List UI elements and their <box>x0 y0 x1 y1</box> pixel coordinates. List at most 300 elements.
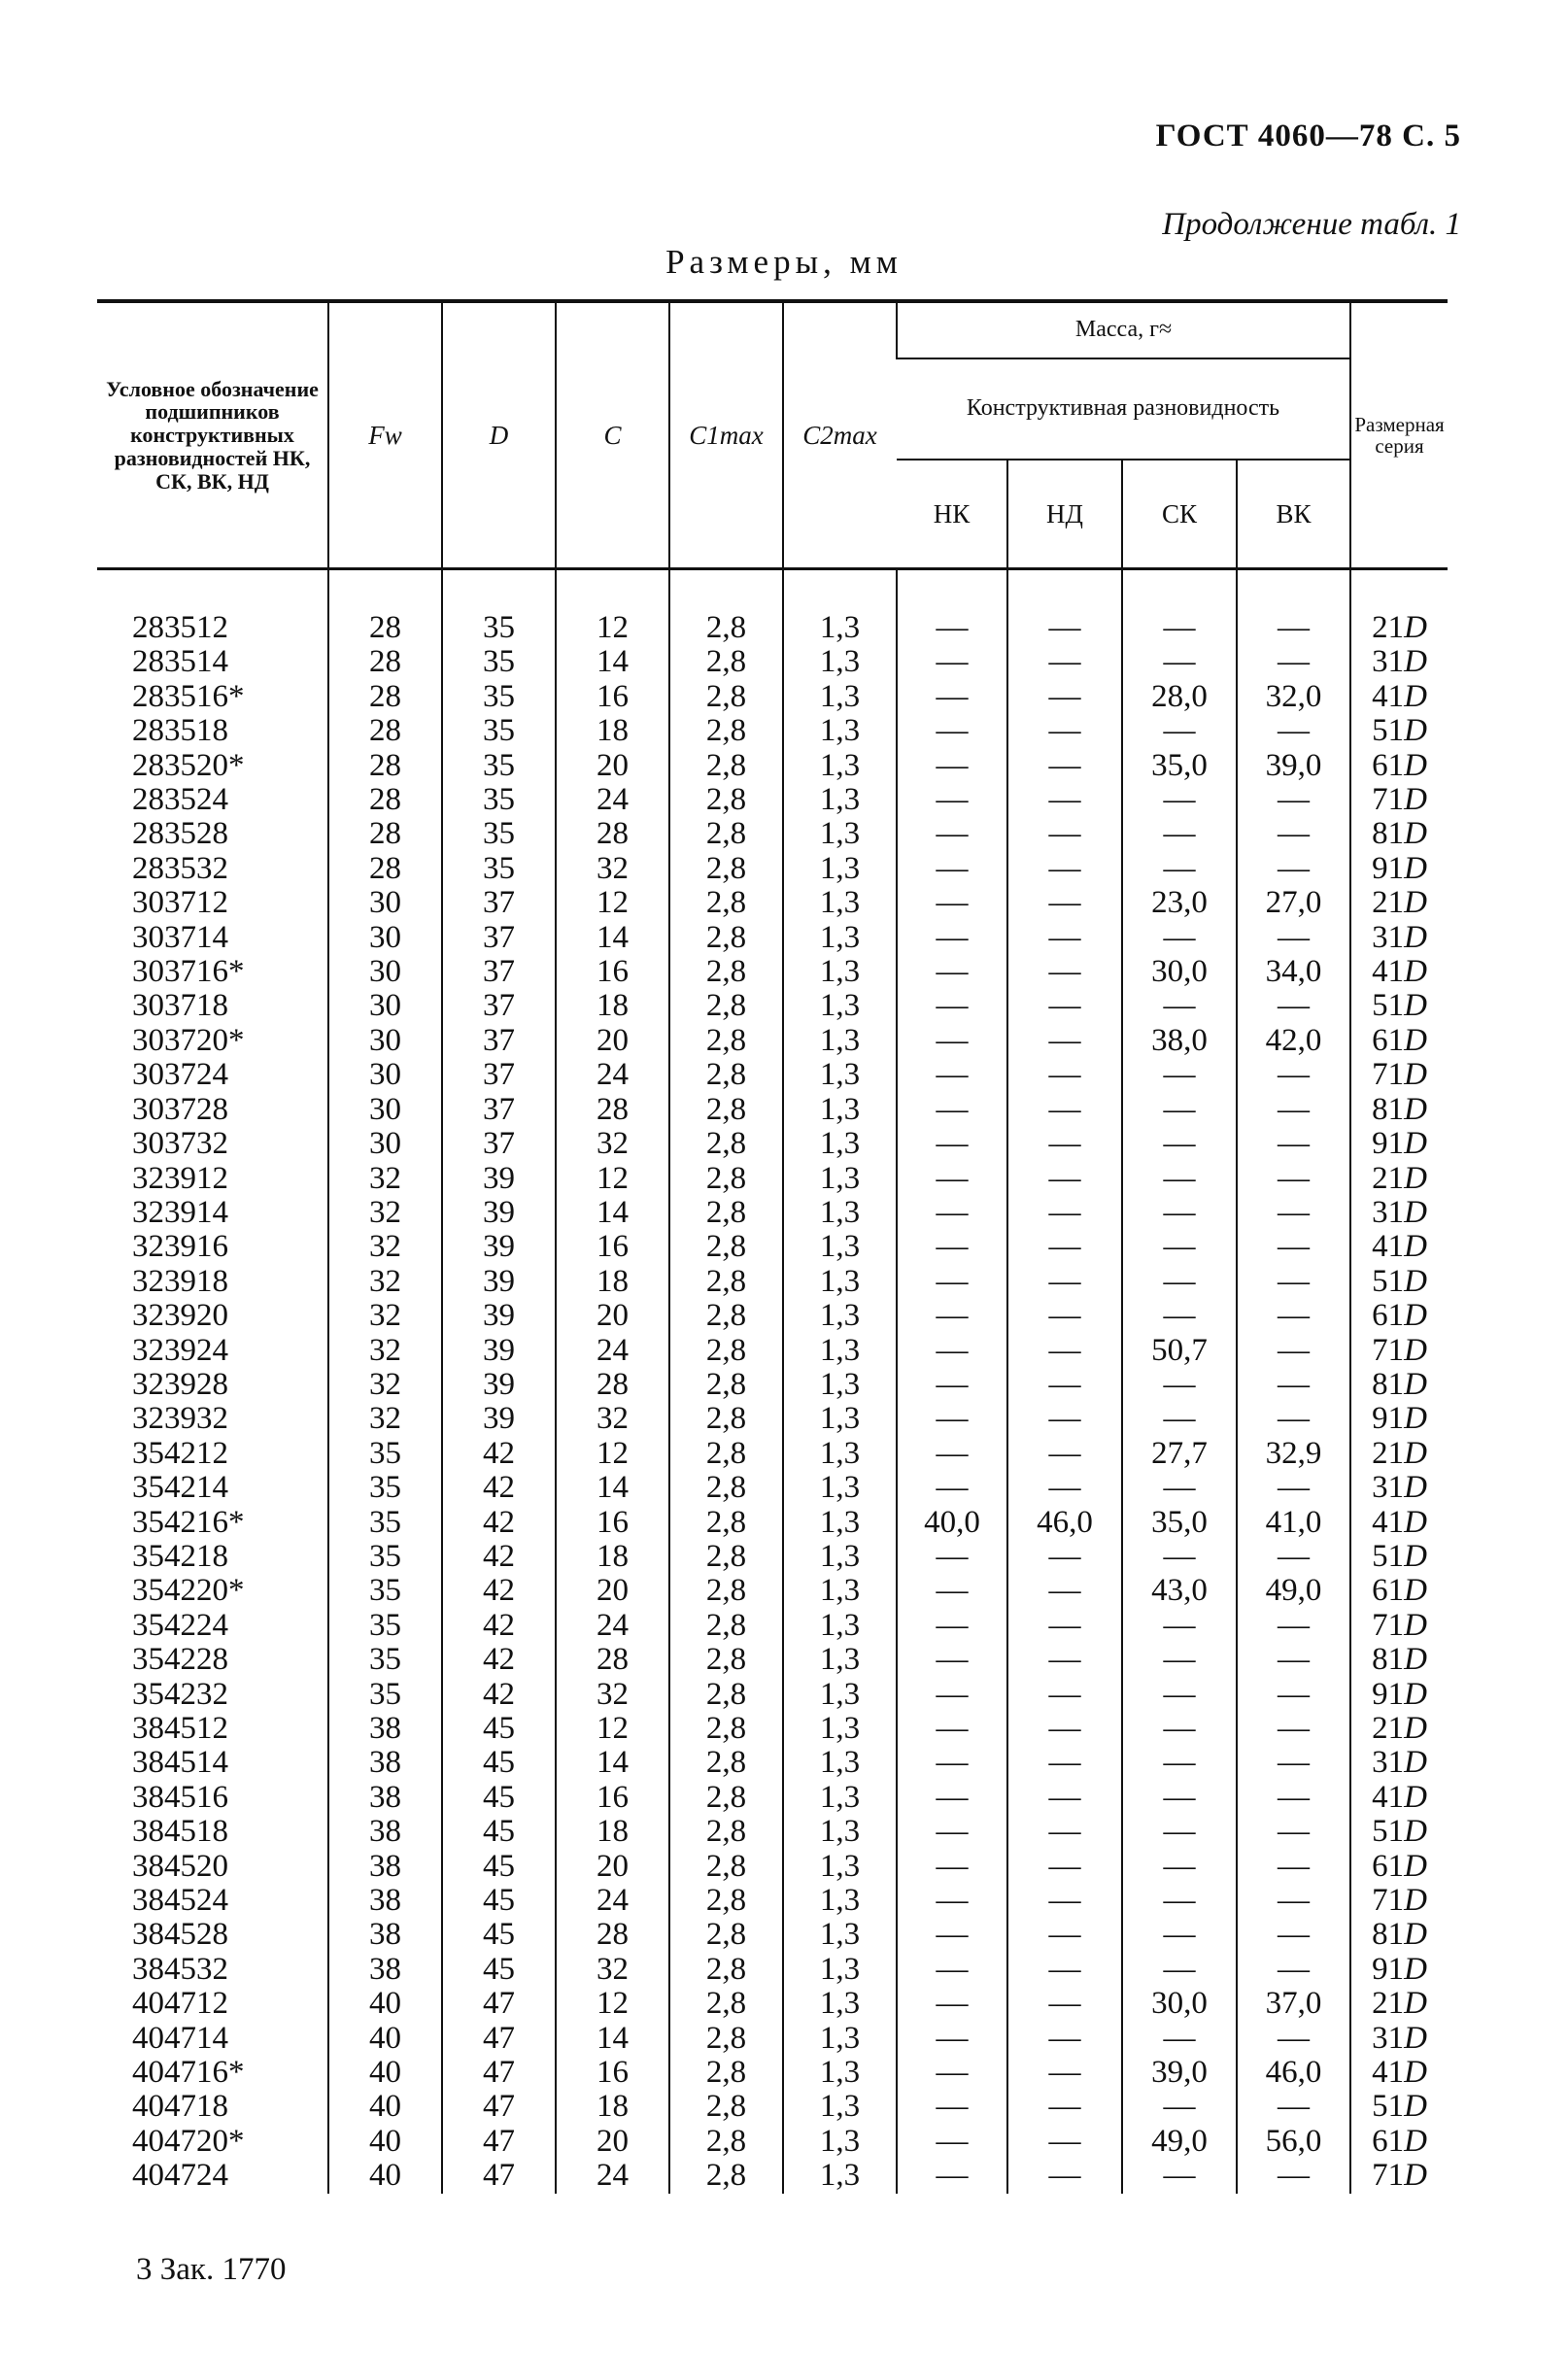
cell-fw: 28 <box>328 611 442 645</box>
series-letter: D <box>1404 2089 1427 2125</box>
cell-mass-nd: — <box>1007 1746 1122 1780</box>
series-number: 41 <box>1372 2055 1405 2091</box>
cell-c2max: 1,3 <box>783 2090 897 2124</box>
series-letter: D <box>1404 2055 1427 2091</box>
series-letter: D <box>1404 782 1427 818</box>
cell-designation: 384512 <box>132 1711 228 1746</box>
series-number: 41 <box>1372 1504 1405 1540</box>
page-header: ГОСТ 4060—78 С. 5 <box>1155 119 1461 153</box>
cell-mass-nk: — <box>897 817 1007 851</box>
cell-c2max: 1,3 <box>783 1162 897 1196</box>
cell-mass-nd: — <box>1007 1058 1122 1092</box>
cell-mass-nd: — <box>1007 886 1122 920</box>
cell-mass-nk: — <box>897 1024 1007 1058</box>
cell-series <box>1350 1540 1448 1574</box>
cell-mass-nk: — <box>897 1230 1007 1264</box>
cell-mass-vk: — <box>1237 1334 1350 1368</box>
series-number: 71 <box>1372 782 1405 818</box>
cell-c1max: 2,8 <box>669 955 783 989</box>
cell-d: 37 <box>442 886 556 920</box>
cell-d: 45 <box>442 1746 556 1780</box>
series-number: 91 <box>1372 1951 1405 1987</box>
series-letter: D <box>1404 988 1427 1024</box>
series-letter: D <box>1404 2123 1427 2159</box>
header-c2max: C2max <box>783 301 897 569</box>
cell-fw: 38 <box>328 1918 442 1952</box>
cell-d: 37 <box>442 955 556 989</box>
cell-mass-vk: — <box>1237 1230 1350 1264</box>
cell-mass-vk: — <box>1237 2022 1350 2056</box>
series-letter: D <box>1404 1883 1427 1919</box>
cell-c1max: 2,8 <box>669 611 783 645</box>
cell-c: 24 <box>556 1058 669 1092</box>
cell-mass-vk: — <box>1237 1884 1350 1918</box>
cell-designation: 303724 <box>132 1057 228 1093</box>
cell-mass-nk: — <box>897 783 1007 817</box>
cell-c2max: 1,3 <box>783 1953 897 1987</box>
cell-designation: 283524 <box>132 782 228 818</box>
cell-mass-sk: — <box>1122 921 1237 955</box>
cell-c: 32 <box>556 1678 669 1712</box>
table-row <box>97 1746 1448 1780</box>
cell-mass-nk: — <box>897 1402 1007 1436</box>
cell-c: 14 <box>556 1196 669 1230</box>
cell-fw: 30 <box>328 989 442 1023</box>
cell-c2max: 1,3 <box>783 1746 897 1780</box>
cell-mass-nk: — <box>897 680 1007 714</box>
cell-mass-vk: — <box>1237 1265 1350 1299</box>
cell-c2max: 1,3 <box>783 852 897 886</box>
series-letter: D <box>1404 713 1427 749</box>
cell-mass-nk: — <box>897 1471 1007 1505</box>
cell-c1max: 2,8 <box>669 989 783 1023</box>
cell-mass-sk: 30,0 <box>1122 1987 1237 2021</box>
series-number: 41 <box>1372 678 1405 714</box>
table-row <box>97 852 1448 886</box>
cell-fw: 35 <box>328 1574 442 1608</box>
cell-series <box>1350 783 1448 817</box>
cell-mass-sk: — <box>1122 645 1237 679</box>
series-letter: D <box>1404 1229 1427 1265</box>
cell-c2max: 1,3 <box>783 1781 897 1815</box>
cell-series <box>1350 955 1448 989</box>
cell-mass-vk: 32,0 <box>1237 680 1350 714</box>
series-number: 91 <box>1372 1126 1405 1162</box>
cell-mass-vk: — <box>1237 1850 1350 1884</box>
cell-mass-nd: — <box>1007 2056 1122 2090</box>
table-row <box>97 2022 1448 2056</box>
cell-c2max: 1,3 <box>783 955 897 989</box>
cell-mass-nd: — <box>1007 1678 1122 1712</box>
cell-c1max: 2,8 <box>669 714 783 748</box>
cell-mass-vk: — <box>1237 1368 1350 1402</box>
series-number: 21 <box>1372 1435 1405 1471</box>
series-letter: D <box>1404 1642 1427 1678</box>
cell-c2max: 1,3 <box>783 1127 897 1161</box>
series-number: 51 <box>1372 1814 1405 1850</box>
cell-c2max: 1,3 <box>783 1437 897 1471</box>
cell-mass-nk: — <box>897 852 1007 886</box>
cell-mass-vk: — <box>1237 1162 1350 1196</box>
cell-mass-nk: — <box>897 1368 1007 1402</box>
cell-series <box>1350 2022 1448 2056</box>
cell-designation: 303716* <box>132 954 245 990</box>
table-row <box>97 1540 1448 1574</box>
cell-fw: 38 <box>328 1815 442 1849</box>
header-variant-nd: НД <box>1007 460 1122 569</box>
series-letter: D <box>1404 1298 1427 1334</box>
header-d: D <box>442 301 556 569</box>
series-letter: D <box>1404 1091 1427 1127</box>
cell-d: 37 <box>442 1024 556 1058</box>
series-number: 81 <box>1372 1091 1405 1127</box>
series-letter: D <box>1404 2020 1427 2056</box>
cell-mass-nd: — <box>1007 1953 1122 1987</box>
cell-mass-vk: 41,0 <box>1237 1506 1350 1540</box>
cell-c: 28 <box>556 1368 669 1402</box>
cell-mass-nd: — <box>1007 2159 1122 2193</box>
cell-c: 20 <box>556 2125 669 2159</box>
cell-c: 18 <box>556 1815 669 1849</box>
cell-series <box>1350 2056 1448 2090</box>
cell-c: 16 <box>556 2056 669 2090</box>
cell-d: 35 <box>442 714 556 748</box>
series-letter: D <box>1404 954 1427 990</box>
cell-mass-nd: — <box>1007 783 1122 817</box>
cell-c2max: 1,3 <box>783 1058 897 1092</box>
cell-designation: 354228 <box>132 1642 228 1678</box>
cell-c1max: 2,8 <box>669 1643 783 1677</box>
cell-c1max: 2,8 <box>669 1437 783 1471</box>
cell-c: 12 <box>556 1987 669 2021</box>
cell-c: 14 <box>556 645 669 679</box>
table-row <box>97 1162 1448 1196</box>
cell-c: 18 <box>556 1265 669 1299</box>
cell-mass-nk: — <box>897 1162 1007 1196</box>
cell-series <box>1350 1368 1448 1402</box>
cell-c1max: 2,8 <box>669 1746 783 1780</box>
cell-fw: 30 <box>328 1127 442 1161</box>
cell-c1max: 2,8 <box>669 1093 783 1127</box>
cell-series <box>1350 1437 1448 1471</box>
cell-mass-vk: — <box>1237 645 1350 679</box>
cell-mass-nk: — <box>897 1987 1007 2021</box>
cell-c: 14 <box>556 921 669 955</box>
cell-mass-nd: — <box>1007 1781 1122 1815</box>
series-letter: D <box>1404 1814 1427 1850</box>
cell-c: 24 <box>556 1884 669 1918</box>
cell-mass-nd: — <box>1007 1471 1122 1505</box>
cell-series <box>1350 817 1448 851</box>
table-row <box>97 1712 1448 1746</box>
cell-mass-nd: — <box>1007 1437 1122 1471</box>
series-number: 71 <box>1372 2158 1405 2194</box>
cell-c2max: 1,3 <box>783 1093 897 1127</box>
cell-mass-nd: — <box>1007 1815 1122 1849</box>
cell-mass-vk: — <box>1237 989 1350 1023</box>
cell-mass-vk: 37,0 <box>1237 1987 1350 2021</box>
cell-c: 20 <box>556 1850 669 1884</box>
cell-mass-nd: — <box>1007 1987 1122 2021</box>
cell-mass-sk: — <box>1122 1643 1237 1677</box>
cell-mass-nd: — <box>1007 1093 1122 1127</box>
cell-mass-nk: — <box>897 1058 1007 1092</box>
cell-c2max: 1,3 <box>783 1574 897 1608</box>
cell-fw: 32 <box>328 1265 442 1299</box>
cell-c: 28 <box>556 1918 669 1952</box>
cell-mass-nk: — <box>897 1746 1007 1780</box>
cell-mass-sk: 50,7 <box>1122 1334 1237 1368</box>
table-row <box>97 1334 1448 1368</box>
cell-c1max: 2,8 <box>669 1506 783 1540</box>
cell-d: 45 <box>442 1781 556 1815</box>
cell-c1max: 2,8 <box>669 1712 783 1746</box>
cell-mass-nk: — <box>897 2056 1007 2090</box>
header-variant-sk: СК <box>1122 460 1237 569</box>
cell-c1max: 2,8 <box>669 1162 783 1196</box>
cell-mass-sk: — <box>1122 1093 1237 1127</box>
cell-mass-vk: — <box>1237 1746 1350 1780</box>
cell-d: 35 <box>442 749 556 783</box>
cell-c1max: 2,8 <box>669 1024 783 1058</box>
cell-fw: 38 <box>328 1746 442 1780</box>
cell-mass-nd: — <box>1007 989 1122 1023</box>
table-row <box>97 1884 1448 1918</box>
table-row <box>97 1815 1448 1849</box>
cell-designation: 283518 <box>132 713 228 749</box>
cell-designation: 283514 <box>132 644 228 680</box>
cell-fw: 30 <box>328 886 442 920</box>
cell-c1max: 2,8 <box>669 749 783 783</box>
cell-mass-vk: 46,0 <box>1237 2056 1350 2090</box>
cell-d: 37 <box>442 921 556 955</box>
cell-mass-sk: — <box>1122 1815 1237 1849</box>
cell-mass-nk: — <box>897 1918 1007 1952</box>
cell-d: 39 <box>442 1196 556 1230</box>
cell-designation: 384518 <box>132 1814 228 1850</box>
series-letter: D <box>1404 1194 1427 1230</box>
cell-c2max: 1,3 <box>783 1815 897 1849</box>
cell-c2max: 1,3 <box>783 2125 897 2159</box>
cell-c: 12 <box>556 1712 669 1746</box>
cell-c2max: 1,3 <box>783 1643 897 1677</box>
table-row <box>97 714 1448 748</box>
series-number: 51 <box>1372 988 1405 1024</box>
cell-c1max: 2,8 <box>669 783 783 817</box>
cell-c1max: 2,8 <box>669 2090 783 2124</box>
table-row <box>97 1506 1448 1540</box>
cell-d: 39 <box>442 1334 556 1368</box>
units-caption: Размеры, мм <box>665 243 903 281</box>
cell-d: 39 <box>442 1402 556 1436</box>
cell-designation: 323920 <box>132 1298 228 1334</box>
cell-c2max: 1,3 <box>783 1230 897 1264</box>
cell-mass-sk: — <box>1122 989 1237 1023</box>
cell-c: 32 <box>556 1953 669 1987</box>
cell-d: 42 <box>442 1437 556 1471</box>
series-number: 51 <box>1372 1263 1405 1299</box>
cell-c1max: 2,8 <box>669 1953 783 1987</box>
cell-series <box>1350 1987 1448 2021</box>
cell-designation: 323914 <box>132 1194 228 1230</box>
cell-designation: 303728 <box>132 1091 228 1127</box>
cell-mass-nd: — <box>1007 1918 1122 1952</box>
cell-designation: 354214 <box>132 1470 228 1506</box>
cell-fw: 30 <box>328 1058 442 1092</box>
cell-mass-vk: — <box>1237 1402 1350 1436</box>
cell-c2max: 1,3 <box>783 2056 897 2090</box>
cell-d: 45 <box>442 1850 556 1884</box>
table-row <box>97 1643 1448 1677</box>
cell-series <box>1350 1918 1448 1952</box>
cell-series <box>1350 1127 1448 1161</box>
header-fw: Fw <box>328 301 442 569</box>
header-c1max: C1max <box>669 301 783 569</box>
cell-c1max: 2,8 <box>669 1781 783 1815</box>
cell-fw: 30 <box>328 1093 442 1127</box>
cell-fw: 32 <box>328 1402 442 1436</box>
cell-c2max: 1,3 <box>783 1609 897 1643</box>
cell-mass-nk: — <box>897 1643 1007 1677</box>
table-row <box>97 886 1448 920</box>
cell-c2max: 1,3 <box>783 1884 897 1918</box>
table-continuation-note: Продолжение табл. 1 <box>1162 207 1461 242</box>
cell-c1max: 2,8 <box>669 817 783 851</box>
cell-c1max: 2,8 <box>669 2159 783 2193</box>
cell-designation: 404724 <box>132 2158 228 2194</box>
cell-c: 32 <box>556 852 669 886</box>
cell-c: 18 <box>556 989 669 1023</box>
cell-c: 14 <box>556 1471 669 1505</box>
series-number: 31 <box>1372 2020 1405 2056</box>
cell-mass-nd: — <box>1007 1850 1122 1884</box>
cell-c1max: 2,8 <box>669 1574 783 1608</box>
cell-mass-nk: — <box>897 1712 1007 1746</box>
cell-fw: 28 <box>328 714 442 748</box>
table-row <box>97 817 1448 851</box>
cell-c1max: 2,8 <box>669 1471 783 1505</box>
cell-mass-sk: — <box>1122 1678 1237 1712</box>
cell-series <box>1350 1196 1448 1230</box>
cell-c: 28 <box>556 1643 669 1677</box>
cell-mass-vk: — <box>1237 1058 1350 1092</box>
cell-c: 32 <box>556 1127 669 1161</box>
cell-mass-sk: — <box>1122 1265 1237 1299</box>
cell-designation: 384516 <box>132 1779 228 1815</box>
series-letter: D <box>1404 1366 1427 1402</box>
cell-designation: 404716* <box>132 2055 245 2091</box>
table-row <box>97 1368 1448 1402</box>
series-letter: D <box>1404 885 1427 921</box>
cell-mass-nk: — <box>897 955 1007 989</box>
series-number: 21 <box>1372 1160 1405 1196</box>
table-row <box>97 783 1448 817</box>
cell-designation: 354224 <box>132 1607 228 1643</box>
header-series: Размерная серия <box>1350 301 1448 569</box>
series-letter: D <box>1404 1160 1427 1196</box>
header-variant-nk: НК <box>897 460 1007 569</box>
cell-c: 12 <box>556 886 669 920</box>
cell-series <box>1350 1643 1448 1677</box>
cell-designation: 303718 <box>132 988 228 1024</box>
series-letter: D <box>1404 1573 1427 1609</box>
cell-series <box>1350 1678 1448 1712</box>
cell-series <box>1350 714 1448 748</box>
cell-series <box>1350 989 1448 1023</box>
cell-mass-vk: — <box>1237 1918 1350 1952</box>
series-number: 21 <box>1372 885 1405 921</box>
series-number: 71 <box>1372 1332 1405 1368</box>
cell-c2max: 1,3 <box>783 645 897 679</box>
cell-designation: 323916 <box>132 1229 228 1265</box>
cell-designation: 384532 <box>132 1951 228 1987</box>
cell-mass-vk: — <box>1237 817 1350 851</box>
cell-c1max: 2,8 <box>669 886 783 920</box>
cell-c1max: 2,8 <box>669 1884 783 1918</box>
cell-c2max: 1,3 <box>783 783 897 817</box>
cell-mass-nk: — <box>897 886 1007 920</box>
table-row <box>97 1230 1448 1264</box>
table-row <box>97 1093 1448 1127</box>
cell-mass-vk: — <box>1237 1196 1350 1230</box>
cell-fw: 35 <box>328 1540 442 1574</box>
cell-mass-nd: — <box>1007 1884 1122 1918</box>
series-number: 71 <box>1372 1607 1405 1643</box>
cell-c1max: 2,8 <box>669 2125 783 2159</box>
cell-fw: 32 <box>328 1368 442 1402</box>
cell-series <box>1350 645 1448 679</box>
table-row <box>97 1781 1448 1815</box>
cell-c: 20 <box>556 1574 669 1608</box>
cell-mass-sk: — <box>1122 2022 1237 2056</box>
series-letter: D <box>1404 678 1427 714</box>
cell-mass-sk: — <box>1122 1162 1237 1196</box>
series-number: 61 <box>1372 2123 1405 2159</box>
cell-fw: 40 <box>328 2090 442 2124</box>
cell-mass-nd: — <box>1007 1609 1122 1643</box>
cell-d: 42 <box>442 1506 556 1540</box>
table-row <box>97 1850 1448 1884</box>
cell-mass-sk: — <box>1122 852 1237 886</box>
cell-series <box>1350 1609 1448 1643</box>
cell-series <box>1350 1299 1448 1333</box>
cell-c1max: 2,8 <box>669 921 783 955</box>
cell-mass-nd: — <box>1007 921 1122 955</box>
cell-c1max: 2,8 <box>669 1918 783 1952</box>
cell-c2max: 1,3 <box>783 1678 897 1712</box>
series-letter: D <box>1404 1779 1427 1815</box>
cell-series <box>1350 1884 1448 1918</box>
cell-series <box>1350 1024 1448 1058</box>
cell-c2max: 1,3 <box>783 1471 897 1505</box>
cell-d: 35 <box>442 611 556 645</box>
cell-mass-sk: — <box>1122 1781 1237 1815</box>
cell-designation: 323918 <box>132 1263 228 1299</box>
cell-d: 47 <box>442 2090 556 2124</box>
cell-mass-nd: — <box>1007 2090 1122 2124</box>
cell-mass-nd: — <box>1007 1712 1122 1746</box>
series-number: 61 <box>1372 747 1405 783</box>
cell-c2max: 1,3 <box>783 1265 897 1299</box>
cell-mass-sk: 35,0 <box>1122 1506 1237 1540</box>
series-letter: D <box>1404 1917 1427 1953</box>
table-row <box>97 1918 1448 1952</box>
cell-mass-nk: — <box>897 611 1007 645</box>
cell-mass-sk: — <box>1122 1609 1237 1643</box>
cell-c: 16 <box>556 1506 669 1540</box>
cell-c: 18 <box>556 714 669 748</box>
cell-mass-nd: — <box>1007 645 1122 679</box>
